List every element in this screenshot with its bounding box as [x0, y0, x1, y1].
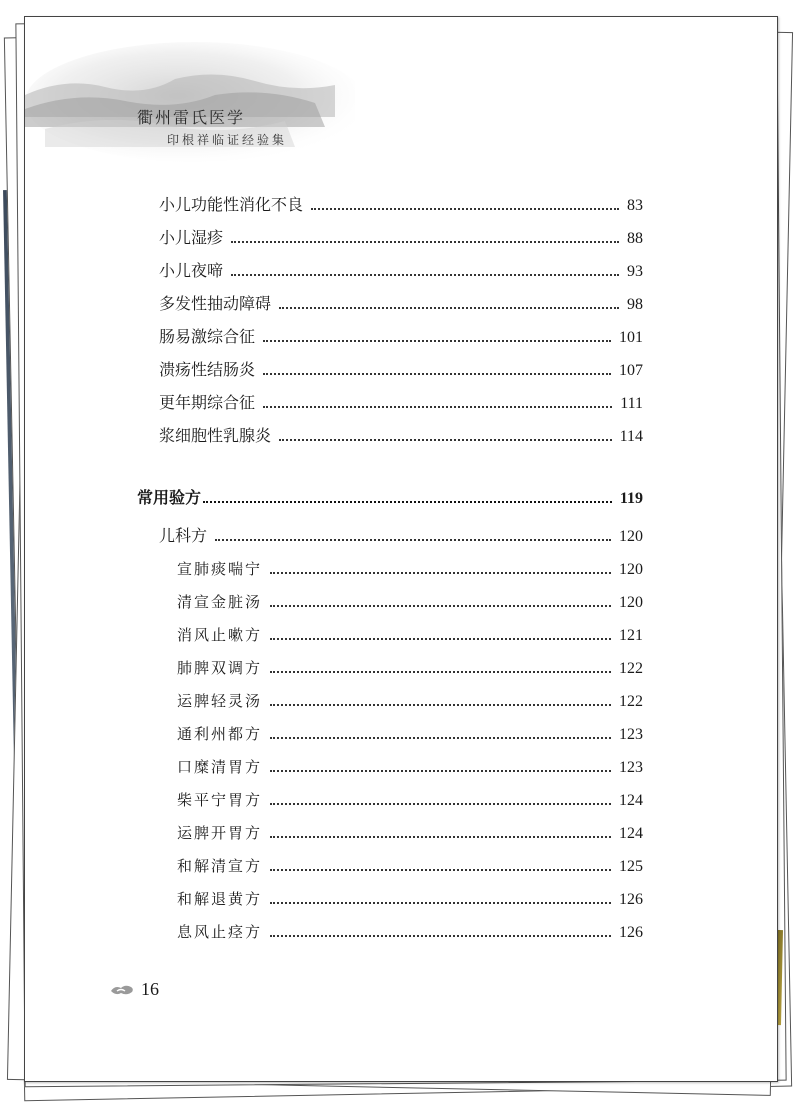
dot-leader — [270, 659, 611, 673]
toc-entry-title: 常用验方 — [137, 488, 202, 507]
toc-entry-page: 120 — [619, 528, 643, 545]
toc-entry-title: 运脾开胃方 — [177, 824, 263, 842]
toc-entry — [177, 887, 643, 911]
dot-leader — [270, 923, 611, 937]
toc-entry-page: 93 — [627, 263, 643, 280]
toc-entry — [177, 656, 643, 680]
dot-leader — [270, 626, 611, 640]
toc-entry — [159, 193, 643, 217]
toc-entry-title: 宣肺痰喘宁 — [177, 560, 263, 578]
toc-entry-title: 小儿夜啼 — [159, 261, 224, 280]
dot-leader — [231, 262, 619, 276]
dot-leader — [270, 560, 611, 574]
toc-entry-title: 消风止嗽方 — [177, 626, 263, 644]
toc-entry — [159, 325, 643, 349]
toc-entry — [177, 722, 643, 746]
toc-entry-title: 柴平宁胃方 — [177, 791, 263, 809]
toc-entry-title: 通利州都方 — [177, 725, 263, 743]
dot-leader — [263, 328, 611, 342]
dot-leader — [270, 857, 611, 871]
page-number: 16 — [141, 979, 159, 999]
toc-entry-page: 120 — [619, 594, 643, 611]
toc-entry-title: 息风止痉方 — [177, 923, 263, 941]
toc-entry-page: 123 — [619, 726, 643, 743]
toc-entry — [159, 292, 643, 316]
toc-entry-title: 小儿湿疹 — [159, 228, 224, 247]
toc-entry-page: 122 — [619, 660, 643, 677]
toc-entry-title: 溃疡性结肠炎 — [159, 360, 256, 379]
toc-entry — [177, 557, 643, 581]
toc-entry-title: 更年期综合征 — [159, 393, 256, 412]
toc-entry — [177, 755, 643, 779]
dot-leader — [263, 361, 611, 375]
toc-entry-title: 浆细胞性乳腺炎 — [159, 426, 272, 445]
toc-entry-page: 101 — [619, 329, 643, 346]
toc-entry — [177, 788, 643, 812]
toc-entry — [159, 226, 643, 250]
toc-entry-title: 多发性抽动障碍 — [159, 294, 272, 313]
toc-entry — [177, 821, 643, 845]
toc-entry-page: 124 — [619, 825, 643, 842]
dot-leader — [270, 593, 611, 607]
toc-entry — [159, 391, 643, 415]
dot-leader — [279, 427, 612, 441]
toc-entry-page: 125 — [619, 858, 643, 875]
toc-entry — [159, 524, 643, 548]
toc-entry-page: 122 — [619, 693, 643, 710]
dot-leader — [270, 758, 611, 772]
toc-entry-title: 小儿功能性消化不良 — [159, 195, 304, 214]
toc-entry-page: 123 — [619, 759, 643, 776]
dot-leader — [270, 890, 611, 904]
toc-entry-title: 清宣金脏汤 — [177, 593, 263, 611]
dot-leader — [231, 229, 619, 243]
toc-entry-title: 和解清宣方 — [177, 857, 263, 875]
toc-entry — [177, 920, 643, 944]
toc-entry-title: 口糜清胃方 — [177, 758, 263, 776]
toc-entry — [177, 623, 643, 647]
dot-leader — [270, 791, 611, 805]
toc-entry — [159, 259, 643, 283]
toc-entry-title: 儿科方 — [159, 526, 208, 545]
toc-entry — [159, 424, 643, 448]
cloud-swirl-icon — [109, 982, 135, 998]
toc-entry-page: 98 — [627, 296, 643, 313]
document-page — [24, 16, 778, 1082]
toc-entry-page: 107 — [619, 362, 643, 379]
toc-entry — [137, 486, 643, 510]
book-subtitle: 印根祥临证经验集 — [167, 133, 288, 147]
toc-entry — [177, 854, 643, 878]
toc-entry-page: 126 — [619, 891, 643, 908]
page-footer — [109, 979, 159, 1000]
dot-leader — [263, 394, 612, 408]
toc-entry-page: 111 — [620, 395, 643, 412]
toc-entry-page: 114 — [619, 428, 643, 445]
toc-entry-page: 88 — [627, 230, 643, 247]
book-title: 衢州雷氏医学 — [137, 108, 246, 127]
dot-leader — [270, 692, 611, 706]
toc-entry-page: 120 — [619, 561, 643, 578]
toc-entry-title: 肺脾双调方 — [177, 659, 263, 677]
dot-leader — [215, 527, 611, 541]
dot-leader — [270, 725, 611, 739]
toc-entry — [177, 590, 643, 614]
dot-leader — [270, 824, 611, 838]
toc-entry — [159, 358, 643, 382]
table-of-contents — [25, 17, 777, 1081]
toc-entry-title: 和解退黄方 — [177, 890, 263, 908]
toc-entry-page: 121 — [619, 627, 643, 644]
toc-entry-page: 126 — [619, 924, 643, 941]
dot-leader — [311, 196, 619, 210]
toc-entry-page: 83 — [627, 197, 643, 214]
toc-entry — [177, 689, 643, 713]
toc-entry-page: 124 — [619, 792, 643, 809]
toc-entry-title: 肠易激综合征 — [159, 327, 256, 346]
toc-entry-page: 119 — [619, 490, 643, 507]
toc-entry-title: 运脾轻灵汤 — [177, 692, 263, 710]
dot-leader — [279, 295, 619, 309]
dot-leader — [203, 489, 612, 503]
